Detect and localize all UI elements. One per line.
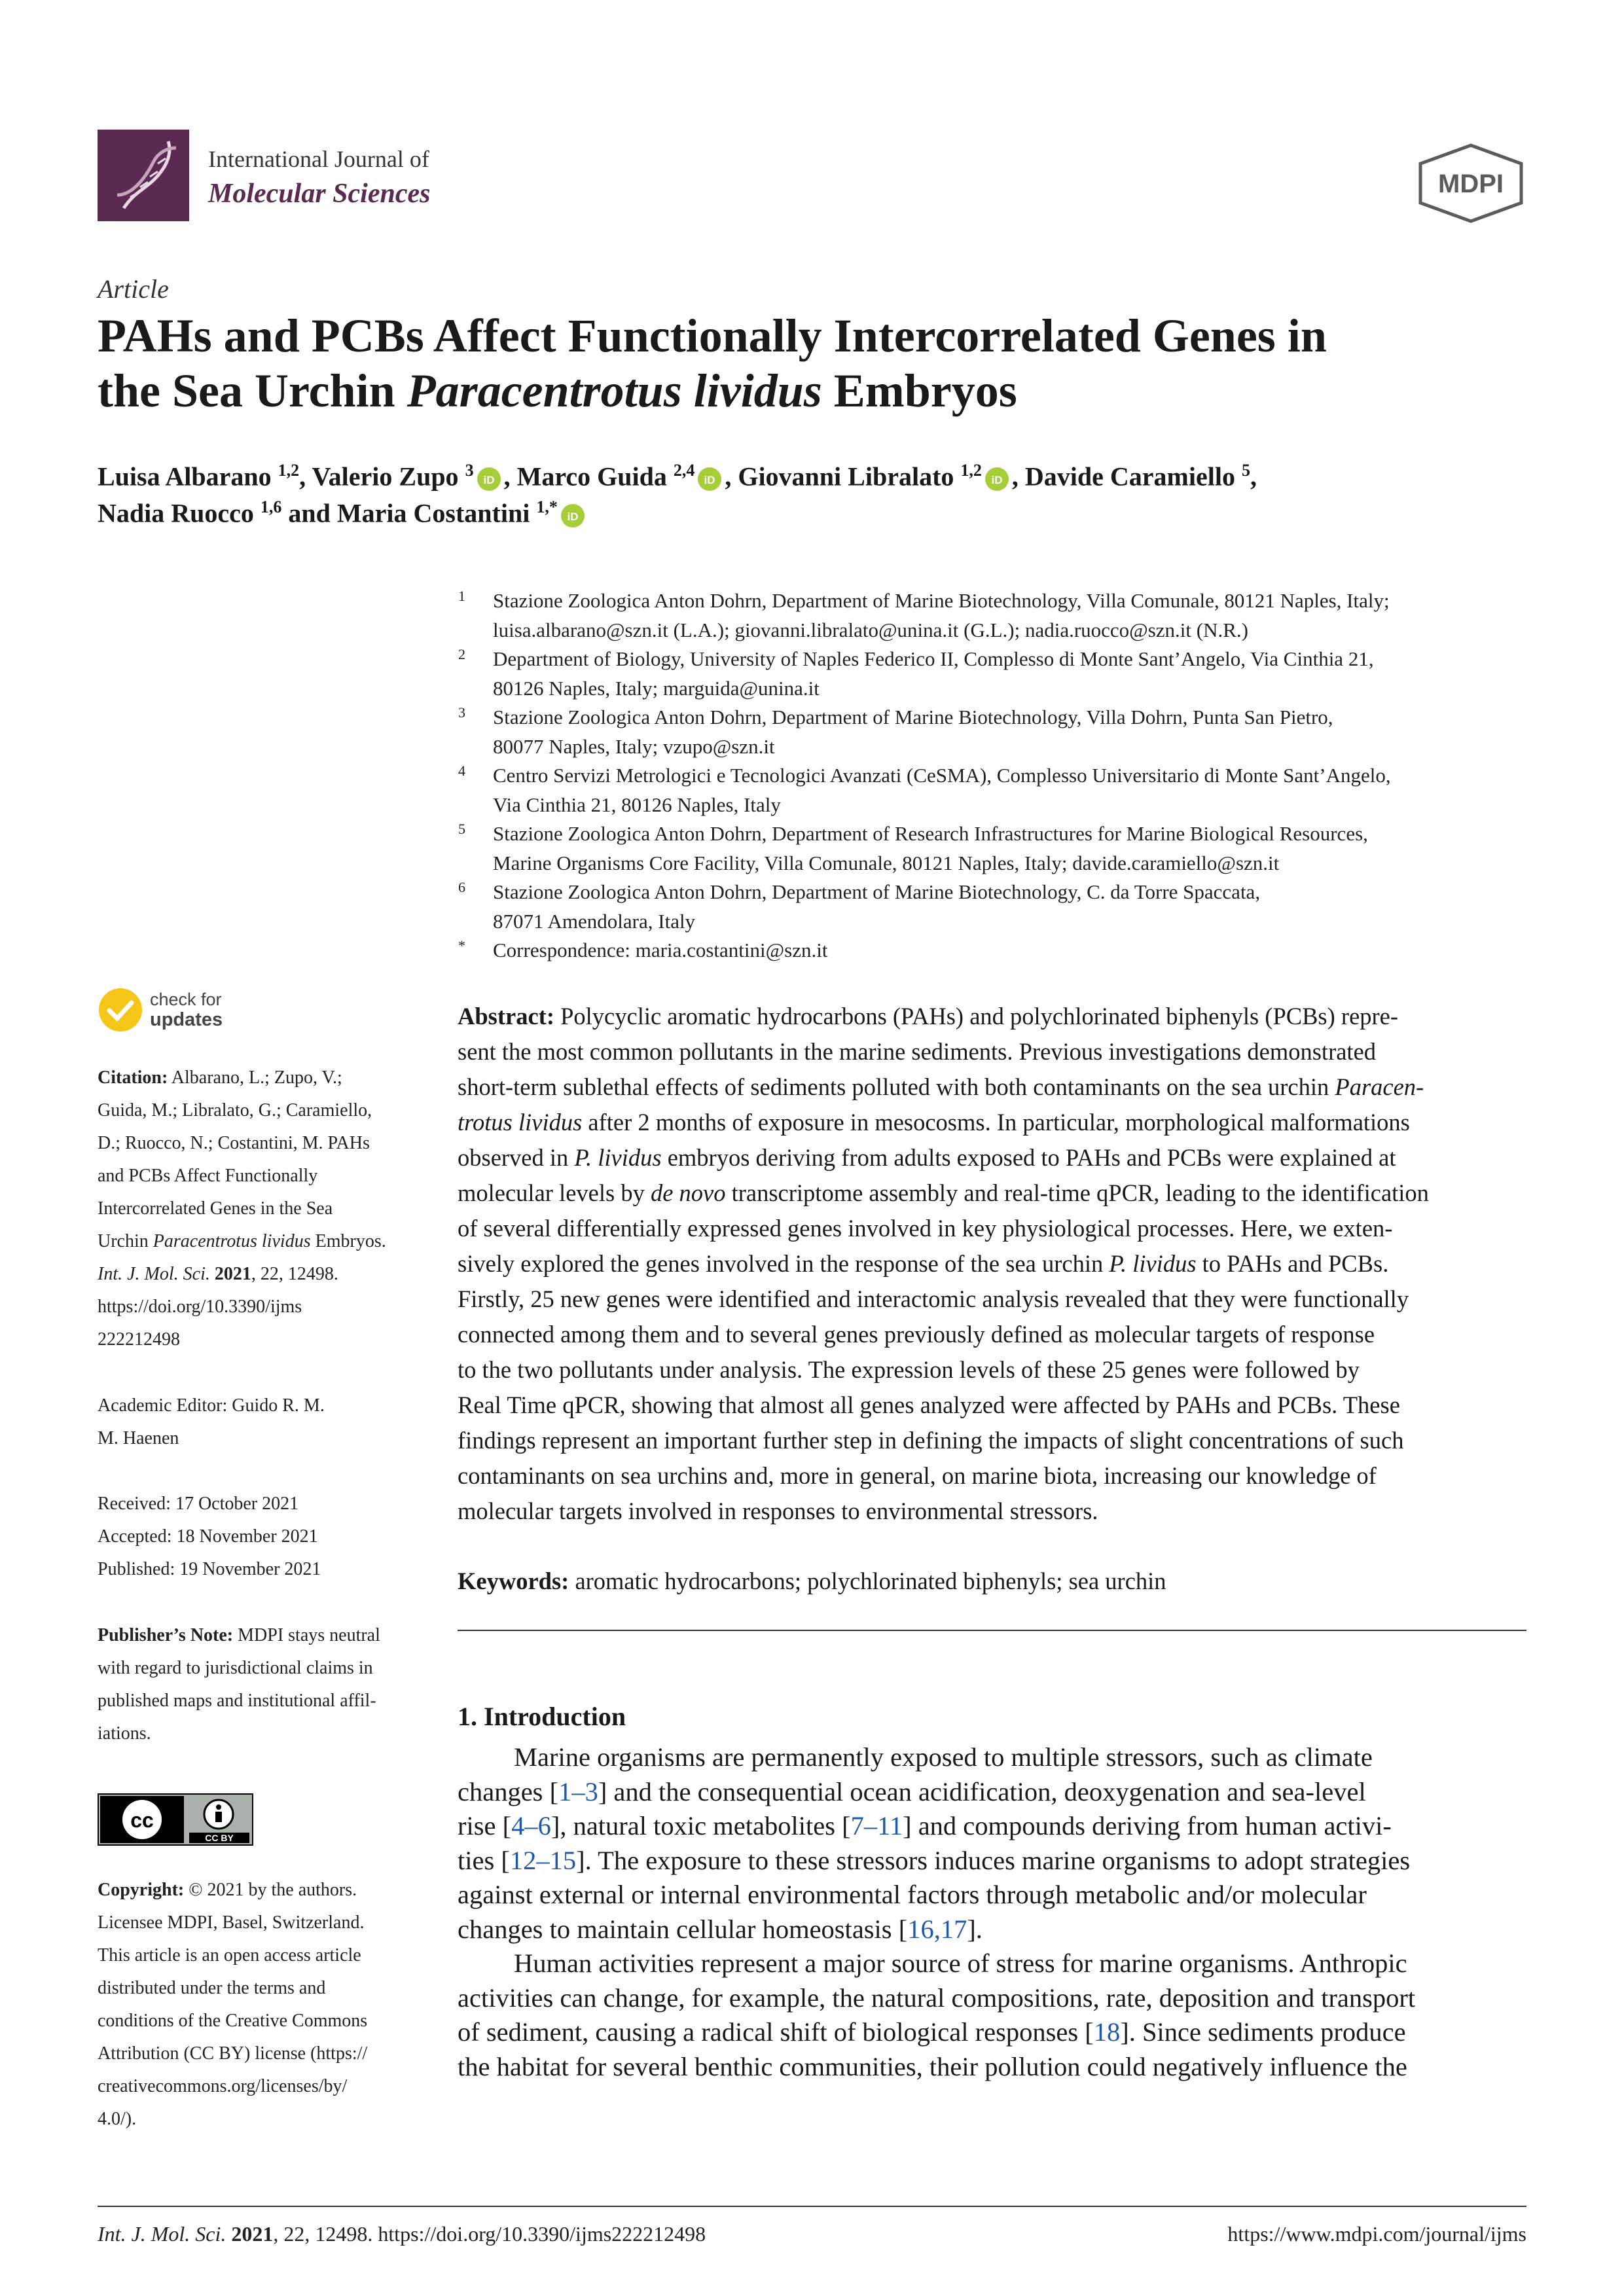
copyright: This article is an open access article <box>98 1945 361 1965</box>
citation-line <box>98 1265 338 1283</box>
citation-line: Guida, M.; Libralato, G.; Caramiello, <box>98 1100 372 1121</box>
intro-line <box>458 1982 1416 2013</box>
author-name: Luisa Albarano <box>98 461 278 492</box>
authors-line2 <box>98 497 588 528</box>
citation-line: and PCBs Affect Functionally <box>98 1166 318 1186</box>
abstract-line: of several differentially expressed genes involved in key physiological processes. Here, we exten- <box>458 1215 1393 1242</box>
citation-text: Urchin <box>98 1231 153 1251</box>
journal-name-line2: Molecular Sciences <box>208 179 431 209</box>
footer-journal: Int. J. Mol. Sci. <box>98 2222 226 2246</box>
publisher-note: published maps and institutional affil- <box>98 1691 376 1711</box>
mdpi-logo[interactable] <box>1415 143 1526 224</box>
author-separator: , <box>1250 461 1257 492</box>
authors-line1 <box>98 461 1257 492</box>
publisher-note: iations. <box>98 1723 151 1744</box>
citation-line: Intercorrelated Genes in the Sea <box>98 1198 333 1219</box>
author-name: Marco Guida <box>516 461 674 492</box>
reference-link[interactable]: 4–6 <box>511 1811 551 1840</box>
abstract-species: trotus lividus <box>458 1109 583 1136</box>
cc-badge-text: CC BY <box>205 1833 234 1843</box>
abstract-line <box>458 1252 1388 1276</box>
orcid-icon[interactable] <box>984 467 1009 492</box>
intro-text: ]. Since sediments produce <box>1120 2017 1406 2047</box>
affiliation-number: 4 <box>458 762 465 779</box>
keywords <box>458 1570 1166 1594</box>
author-name: Giovanni Libralato <box>738 461 961 492</box>
affiliation-line: Stazione Zoologica Anton Dohrn, Department of Marine Biotechnology, Villa Comunale, 80121 Naples, Italy; <box>493 589 1390 612</box>
author-name: Valerio Zupo <box>312 461 465 492</box>
affiliation-line: Via Cinthia 21, 80126 Naples, Italy <box>493 793 781 816</box>
abstract-line: Real Time qPCR, showing that almost all genes analyzed were affected by PAHs and PCBs. These <box>458 1391 1400 1418</box>
article-title-line1: PAHs and PCBs Affect Functionally Intercorrelated Genes in <box>98 310 1327 362</box>
copyright-text: © 2021 by the authors. <box>184 1880 357 1900</box>
intro-text: rise [ <box>458 1811 512 1840</box>
author-affiliation-sup: 1,2 <box>960 461 982 480</box>
affiliation-line: Centro Servizi Metrologici e Tecnologici Avanzati (CeSMA), Complesso Universitario di Monte Sant’Angelo, <box>493 764 1391 787</box>
orcid-icon[interactable] <box>697 467 722 492</box>
intro-text: changes to maintain cellular homeostasis [ <box>458 1914 908 1944</box>
intro-text: Human activities represent a major source of stress for marine organisms. Anthropic <box>514 1948 1407 1978</box>
abstract-line: sent the most common pollutants in the marine sediments. Previous investigations demonstrated <box>458 1038 1377 1065</box>
publisher-note: with regard to jurisdictional claims in <box>98 1658 373 1678</box>
title-species: Paracentrotus lividus <box>406 365 822 417</box>
keywords-label: Keywords: <box>458 1568 569 1594</box>
affiliation-line: Stazione Zoologica Anton Dohrn, Department of Marine Biotechnology, C. da Torre Spaccata, <box>493 880 1261 903</box>
copyright: conditions of the Creative Commons <box>98 2011 368 2031</box>
author-affiliation-sup: 1,* <box>536 497 558 516</box>
author-separator: , <box>725 461 738 492</box>
footer-journal-url[interactable]: https://www.mdpi.com/journal/ijms <box>1227 2222 1526 2246</box>
intro-text: against external or internal environmental factors through metabolic and/or molecular <box>458 1880 1367 1909</box>
footer-divider <box>98 2206 1526 2207</box>
citation-line: D.; Ruocco, N.; Costantini, M. PAHs <box>98 1133 370 1153</box>
publisher-note-text: MDPI stays neutral <box>233 1625 380 1645</box>
abstract-text: sively explored the genes involved in the response of the sea urchin <box>458 1250 1110 1277</box>
copyright-license-link[interactable]: 4.0/). <box>98 2109 137 2129</box>
orcid-icon[interactable] <box>560 503 585 528</box>
section-heading: 1. Introduction <box>458 1702 626 1731</box>
affiliation-line: Department of Biology, University of Naples Federico II, Complesso di Monte Sant’Angelo, Via Cinthia 21, <box>493 647 1374 670</box>
author-separator: and <box>281 498 337 528</box>
author-affiliation-sup: 2,4 <box>673 461 695 480</box>
svg-text:cc: cc <box>130 1808 154 1832</box>
reference-link[interactable]: 18 <box>1093 2017 1121 2047</box>
intro-line <box>458 1845 1411 1875</box>
abstract-text: embryos deriving from adults exposed to PAHs and PCBs were explained at <box>661 1144 1396 1171</box>
academic-editor: M. Haenen <box>98 1428 179 1448</box>
citation-species: Paracentrotus lividus <box>153 1231 311 1251</box>
abstract-italic: de novo <box>650 1179 726 1206</box>
abstract-line <box>458 1075 1424 1100</box>
abstract-species: P. lividus <box>574 1144 662 1171</box>
accepted-date: Accepted: 18 November 2021 <box>98 1526 318 1547</box>
published-date: Published: 19 November 2021 <box>98 1559 321 1579</box>
affiliation-number: 1 <box>458 588 465 604</box>
author-separator: , <box>1011 461 1025 492</box>
copyright-label: Copyright: <box>98 1880 185 1900</box>
footer-year: 2021 <box>226 2222 274 2246</box>
author-affiliation-sup: 3 <box>465 461 474 480</box>
intro-line <box>458 2051 1407 2081</box>
svg-text:iD: iD <box>704 474 715 487</box>
check-updates-line1: check for <box>150 990 222 1009</box>
cc-by-license-badge[interactable] <box>98 1793 253 1846</box>
copyright: distributed under the terms and <box>98 1978 326 1998</box>
check-icon <box>98 987 143 1033</box>
abstract-line: contaminants on sea urchins and, more in general, on marine biota, increasing our knowledge of <box>458 1462 1377 1489</box>
intro-line <box>458 1813 1392 1840</box>
affiliation-number: 2 <box>458 646 465 662</box>
citation-text: Embryos. <box>310 1231 386 1251</box>
intro-text: changes [ <box>458 1776 559 1806</box>
abstract-text: Polycyclic aromatic hydrocarbons (PAHs) and polychlorinated biphenyls (PCBs) repre- <box>554 1003 1399 1030</box>
abstract-line <box>458 1181 1429 1206</box>
intro-text: ]. The exposure to these stressors induces marine organisms to adopt strategies <box>576 1845 1411 1875</box>
reference-link[interactable]: 12–15 <box>509 1845 577 1875</box>
intro-line <box>458 1776 1366 1806</box>
affiliation-line: 80077 Naples, Italy; vzupo@szn.it <box>493 734 775 758</box>
footer-doi[interactable]: , 22, 12498. https://doi.org/10.3390/ijms222212498 <box>273 2222 706 2246</box>
intro-text: ], natural toxic metabolites [ <box>550 1811 851 1840</box>
copyright: Licensee MDPI, Basel, Switzerland. <box>98 1912 365 1933</box>
intro-text: ] and compounds deriving from human activi- <box>903 1811 1392 1840</box>
citation-text: Albarano, L.; Zupo, V.; <box>168 1067 342 1088</box>
publisher-note <box>98 1626 380 1645</box>
publisher-note-label: Publisher’s Note: <box>98 1625 234 1645</box>
copyright: Attribution (CC BY) license (https:// <box>98 2043 368 2064</box>
affiliation-line: luisa.albarano@szn.it (L.A.); giovanni.libralato@unina.it (G.L.); nadia.ruocco@szn.it (N.R.) <box>493 618 1248 641</box>
affiliation-line: Stazione Zoologica Anton Dohrn, Department of Marine Biotechnology, Villa Dohrn, Punta San Pietro, <box>493 706 1333 728</box>
author-separator: , <box>299 461 312 492</box>
orcid-icon[interactable] <box>477 467 501 492</box>
section-divider <box>458 1630 1526 1631</box>
intro-text: ties [ <box>458 1845 510 1875</box>
author-separator: , <box>503 461 517 492</box>
abstract-text: transcriptome assembly and real-time qPCR, leading to the identification <box>725 1179 1429 1206</box>
citation-line <box>98 1069 342 1087</box>
abstract-line: molecular targets involved in responses to environmental stressors. <box>458 1498 1098 1524</box>
svg-text:iD: iD <box>567 511 579 524</box>
author-affiliation-sup: 5 <box>1241 461 1250 480</box>
svg-text:iD: iD <box>483 474 495 487</box>
affiliation-line: Stazione Zoologica Anton Dohrn, Department of Research Infrastructures for Marine Biological Resources, <box>493 822 1368 845</box>
citation-journal: Int. J. Mol. Sci. <box>98 1264 210 1284</box>
citation-year: 2021 <box>209 1264 251 1284</box>
journal-logo <box>98 130 189 221</box>
intro-text: ]. <box>967 1914 983 1944</box>
author-affiliation-sup: 1,6 <box>260 497 282 516</box>
affiliation-number: 3 <box>458 704 465 721</box>
academic-editor: Academic Editor: Guido R. M. <box>98 1395 325 1416</box>
abstract-label: Abstract: <box>458 1003 554 1030</box>
abstract-line: findings represent an important further step in defining the impacts of slight concentrations of such <box>458 1427 1404 1454</box>
affiliation-line: 80126 Naples, Italy; marguida@unina.it <box>493 676 820 700</box>
abstract-line <box>458 1005 1398 1029</box>
citation-text: , 22, 12498. <box>251 1264 338 1284</box>
journal-name-line1: International Journal of <box>208 146 429 172</box>
reference-link[interactable]: 1–3 <box>558 1776 598 1806</box>
abstract-line <box>458 1146 1396 1170</box>
abstract-text: to PAHs and PCBs. <box>1196 1250 1389 1277</box>
article-title-line2 <box>98 364 1017 418</box>
reference-link[interactable]: 16,17 <box>907 1914 967 1944</box>
intro-line <box>458 1916 983 1943</box>
title-text: Embryos <box>821 365 1017 417</box>
affiliation-line: Marine Organisms Core Facility, Villa Comunale, 80121 Naples, Italy; davide.caramiello@szn.it <box>493 851 1280 874</box>
abstract-species: P. lividus <box>1109 1250 1197 1277</box>
footer-citation <box>98 2222 706 2246</box>
abstract-text: after 2 months of exposure in mesocosms. In particular, morphological malformations <box>582 1109 1410 1136</box>
intro-text: ] and the consequential ocean acidification, deoxygenation and sea-level <box>598 1776 1366 1806</box>
author-affiliation-sup: 1,2 <box>278 461 300 480</box>
citation-label: Citation: <box>98 1067 168 1088</box>
affiliation-number: 6 <box>458 879 465 895</box>
citation-line <box>98 1232 386 1251</box>
mdpi-logo-text: MDPI <box>1438 170 1504 198</box>
abstract-text: observed in <box>458 1144 575 1171</box>
affiliation-number: 5 <box>458 821 465 837</box>
intro-text: activities can change, for example, the natural compositions, rate, deposition and transport <box>458 1982 1416 2013</box>
author-name: Davide Caramiello <box>1024 461 1242 492</box>
title-text: the Sea Urchin <box>98 365 407 417</box>
received-date: Received: 17 October 2021 <box>98 1494 299 1514</box>
abstract-text: molecular levels by <box>458 1179 651 1206</box>
intro-text: Marine organisms are permanently exposed to multiple stressors, such as climate <box>514 1742 1373 1772</box>
reference-link[interactable]: 7–11 <box>850 1811 903 1840</box>
affiliation-number: * <box>458 937 465 954</box>
intro-text: of sediment, causing a radical shift of biological responses [ <box>458 2017 1094 2047</box>
article-type: Article <box>98 274 169 304</box>
svg-text:iD: iD <box>991 474 1003 487</box>
keywords-text: aromatic hydrocarbons; polychlorinated biphenyls; sea urchin <box>569 1568 1166 1594</box>
intro-line <box>514 1950 1407 1977</box>
abstract-text: short-term sublethal effects of sediments polluted with both contaminants on the sea urchin <box>458 1073 1335 1100</box>
intro-line <box>458 2019 1406 2046</box>
check-updates-line2: updates <box>150 1009 223 1030</box>
author-name: Maria Costantini <box>336 498 537 528</box>
affiliation-line: Correspondence: maria.costantini@szn.it <box>493 939 828 961</box>
citation-doi-link[interactable]: https://doi.org/10.3390/ijms <box>98 1297 302 1317</box>
abstract-species: Paracen- <box>1335 1073 1424 1100</box>
affiliation-line: 87071 Amendolara, Italy <box>493 909 696 933</box>
abstract-line <box>458 1111 1410 1135</box>
citation-doi-link[interactable]: 222212498 <box>98 1329 180 1350</box>
intro-line <box>458 1882 1367 1909</box>
copyright-license-link[interactable]: creativecommons.org/licenses/by/ <box>98 2076 348 2096</box>
author-name: Nadia Ruocco <box>98 498 261 528</box>
abstract-line: connected among them and to several genes previously defined as molecular targets of response <box>458 1321 1375 1348</box>
intro-line <box>514 1744 1373 1771</box>
intro-text: the habitat for several benthic communities, their pollution could negatively influence the <box>458 2051 1407 2081</box>
abstract-line: to the two pollutants under analysis. The expression levels of these 25 genes were followed by <box>458 1356 1360 1383</box>
copyright <box>98 1881 357 1899</box>
abstract-line: Firstly, 25 new genes were identified and interactomic analysis revealed that they were functionally <box>458 1285 1409 1312</box>
